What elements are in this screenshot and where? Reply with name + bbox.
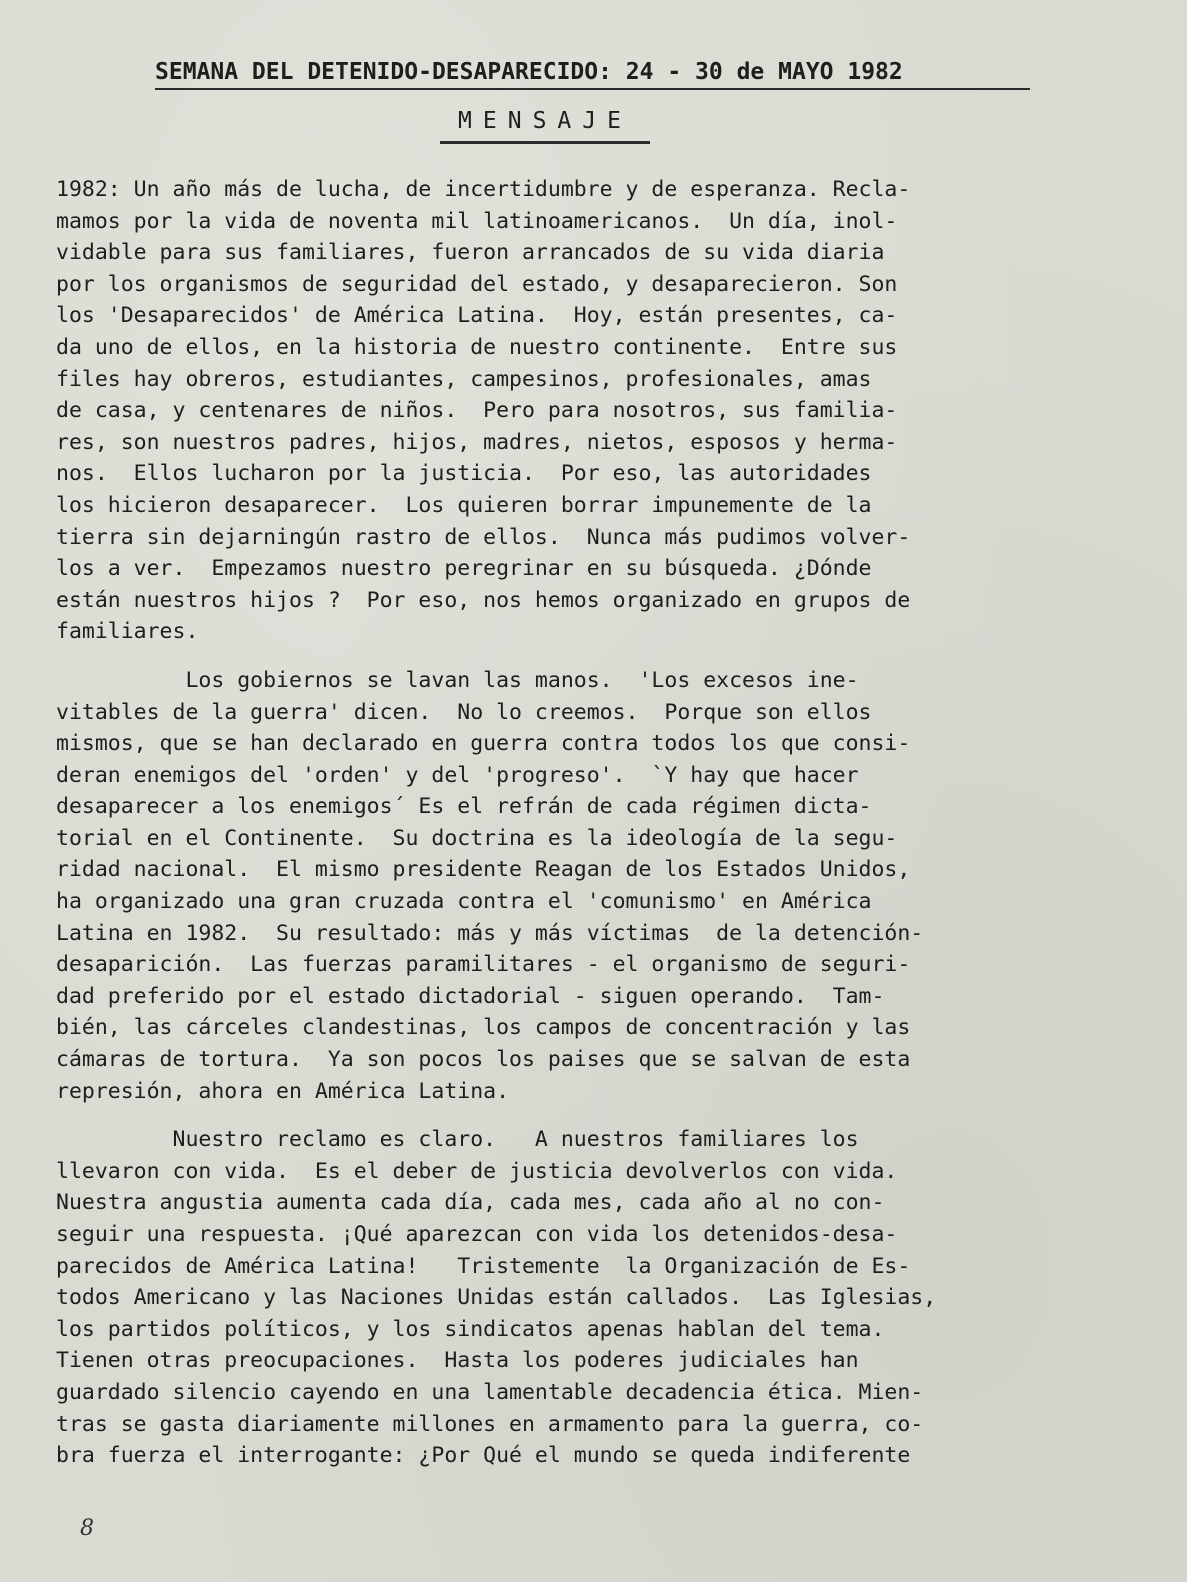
text-line: bién, las cárceles clandestinas, los campos de concentración y las [56,1015,911,1041]
page-number: 8 [80,1516,94,1541]
document-subtitle: MENSAJE [440,107,650,144]
text-line: deran enemigos del 'orden' y del 'progreso'. `Y hay que hacer [56,762,859,788]
text-line: vidable para sus familiares, fueron arrancados de su vida diaria [56,240,885,266]
text-line: cámaras de tortura. Ya son pocos los paises que se salvan de esta [56,1047,911,1073]
text-line: desaparición. Las fuerzas paramilitares - el organismo de seguri- [56,952,911,978]
text-line: tras se gasta diariamente millones en armamento para la guerra, co- [56,1411,924,1437]
text-line: guardado silencio cayendo en una lamentable decadencia ética. Mien- [56,1379,924,1405]
document-title: SEMANA DEL DETENIDO-DESAPARECIDO: 24 - 30 de MAYO 1982 [155,58,1030,90]
text-line: los partidos políticos, y los sindicatos apenas hablan del tema. [56,1316,885,1342]
text-line: 1982: Un año más de lucha, de incertidumbre y de esperanza. Recla- [56,177,911,202]
text-line: mismos, que se han declarado en guerra contra todos los que consi- [56,731,911,757]
text-line: torial en el Continente. Su doctrina es la ideología de la segu- [56,825,898,851]
text-line: vitables de la guerra' dicen. No lo creemos. Porque son ellos [56,699,872,725]
text-line: nos. Ellos lucharon por la justicia. Por eso, las autoridades [56,461,872,487]
text-line: ha organizado una gran cruzada contra el 'comunismo' en América [56,889,872,915]
text-line: los a ver. Empezamos nuestro peregrinar en su búsqueda. ¿Dónde [56,556,872,582]
text-line: Tienen otras preocupaciones. Hasta los poderes judiciales han [56,1348,859,1374]
document-body [56,174,1108,1472]
text-line: dad preferido por el estado dictadorial - siguen operando. Tam- [56,983,885,1009]
paragraph-gap [56,648,1108,665]
text-line: están nuestros hijos ? Por eso, nos hemos organizado en grupos de [56,587,911,613]
text-line: los hicieron desaparecer. Los quieren borrar impunemente de la [56,492,872,518]
text-line: Nuestra angustia aumenta cada día, cada mes, cada año al no con- [56,1190,885,1216]
text-line: los 'Desaparecidos' de América Latina. Hoy, están presentes, ca- [56,303,898,329]
text-line: parecidos de América Latina! Tristemente la Organización de Es- [56,1253,911,1279]
text-line: tierra sin dejarningún rastro de ellos. Nunca más pudimos volver- [56,524,911,550]
text-line: ridad nacional. El mismo presidente Reagan de los Estados Unidos, [56,857,911,883]
text-line: Nuestro reclamo es claro. A nuestros familiares los [56,1127,859,1153]
text-line: mamos por la vida de noventa mil latinoamericanos. Un día, inol- [56,208,898,234]
text-line: da uno de ellos, en la historia de nuestro continente. Entre sus [56,334,898,360]
paragraph-gap [56,1107,1108,1124]
text-line: files hay obreros, estudiantes, campesinos, profesionales, amas [56,366,872,392]
paragraph [56,1124,1108,1472]
text-line: Los gobiernos se lavan las manos. 'Los excesos ine- [56,667,859,693]
text-line: de casa, y centenares de niños. Pero para nosotros, sus familia- [56,398,898,424]
text-line: bra fuerza el interrogante: ¿Por Qué el mundo se queda indiferente [56,1443,911,1469]
text-line: res, son nuestros padres, hijos, madres, nietos, esposos y herma- [56,429,898,455]
paragraph [56,665,1108,1107]
text-line: familiares. [56,619,199,645]
text-line: seguir una respuesta. ¡Qué aparezcan con vida los detenidos-desa- [56,1222,898,1247]
text-line: todos Americano y las Naciones Unidas están callados. Las Iglesias, [56,1285,937,1311]
text-line: Latina en 1982. Su resultado: más y más víctimas de la detención- [56,920,924,946]
text-line: por los organismos de seguridad del estado, y desaparecieron. Son [56,271,898,297]
text-line: llevaron con vida. Es el deber de justicia devolverlos con vida. [56,1158,898,1184]
text-line: desaparecer a los enemigos´ Es el refrán de cada régimen dicta- [56,794,872,820]
paragraph [56,174,1108,648]
text-line: represión, ahora en América Latina. [56,1078,510,1104]
